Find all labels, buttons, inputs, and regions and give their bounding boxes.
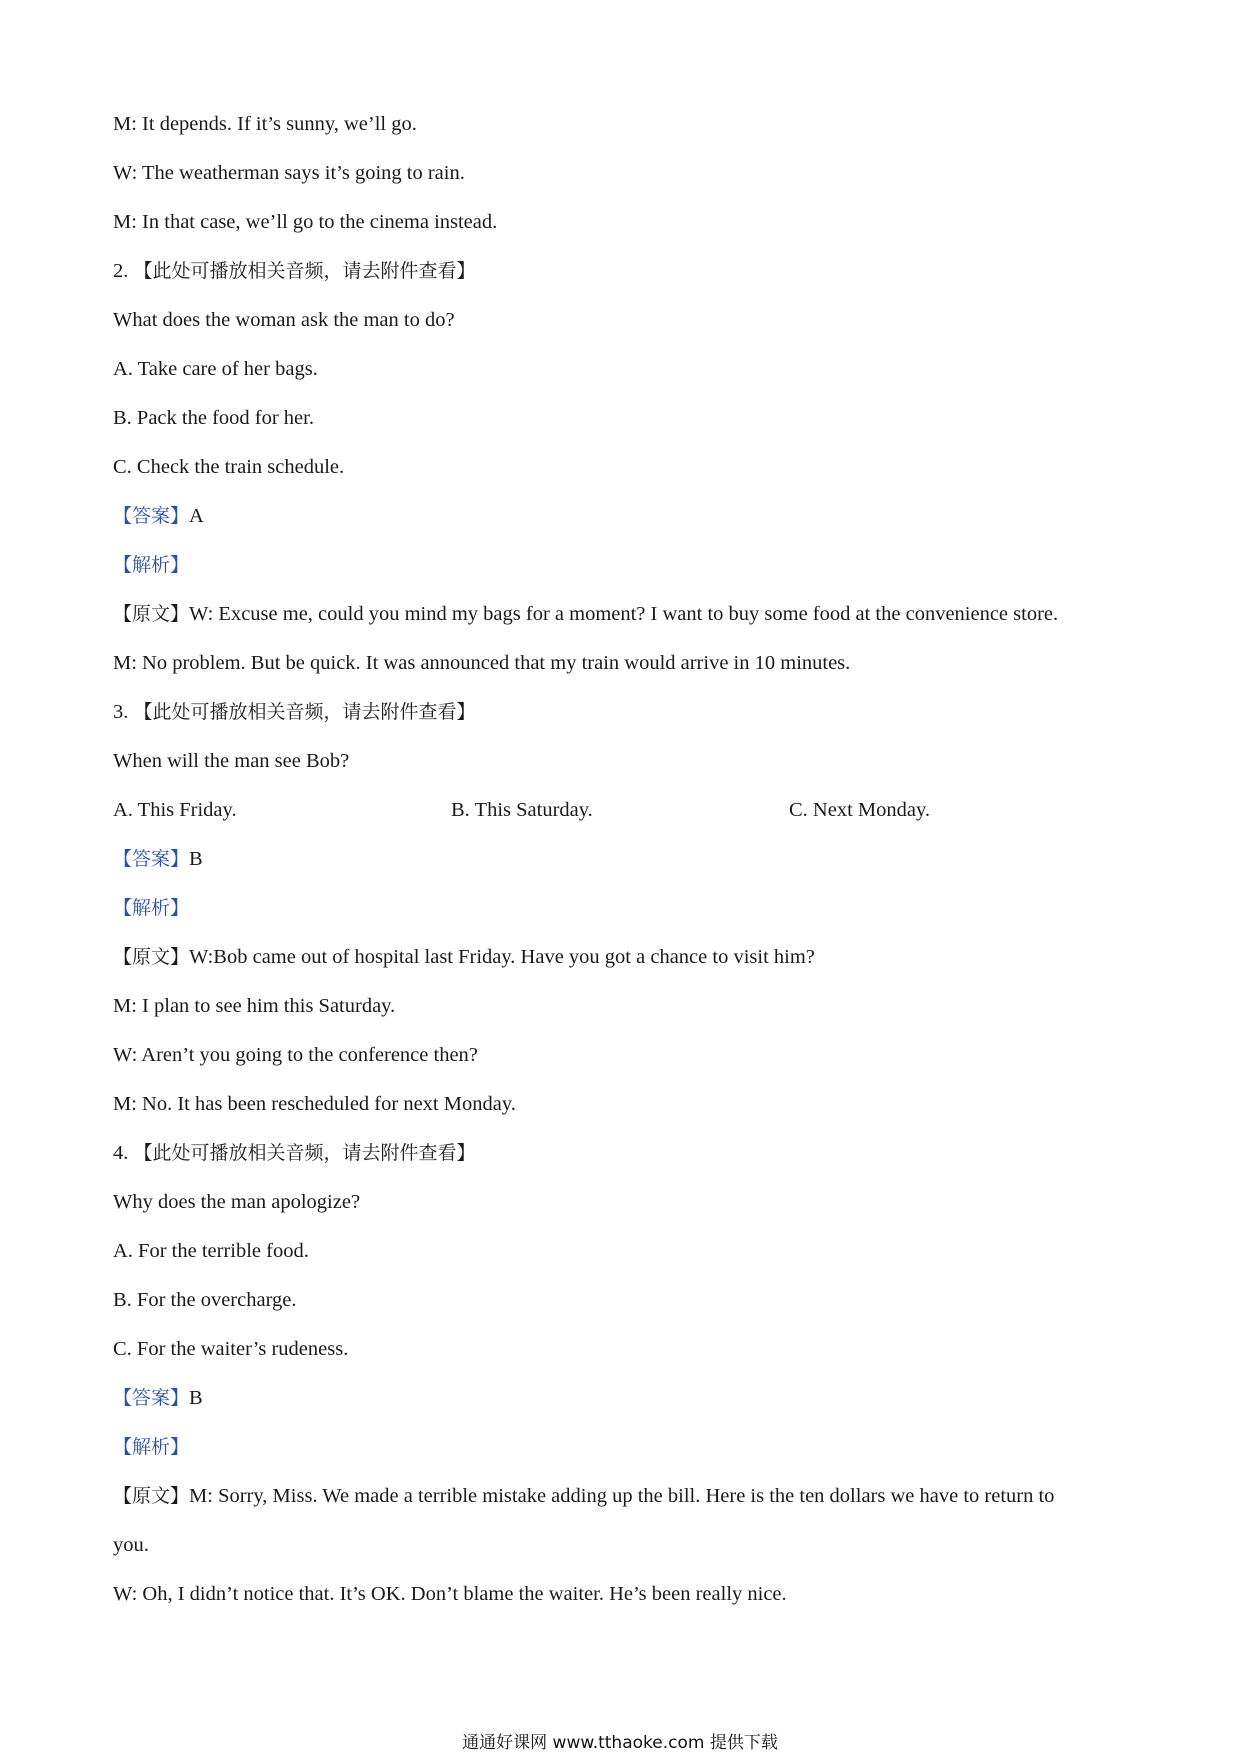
option-a: A. This Friday.	[113, 799, 237, 821]
answer-line	[113, 492, 1133, 541]
transcript-text: M: Sorry, Miss. We made a terrible mistake adding up the bill. Here is the ten dollars we have to return to	[189, 1485, 1055, 1507]
option-b: B. Pack the food for her.	[113, 407, 314, 429]
answer-tag: 【答案】	[113, 1387, 190, 1409]
options-row	[113, 786, 1133, 835]
audio-note[interactable]: 【此处可播放相关音频，请去附件查看】	[133, 260, 476, 282]
option-c: C. Next Monday.	[789, 799, 931, 821]
option-a: A. For the terrible food.	[113, 1240, 309, 1262]
dialogue-line: M: In that case, we’ll go to the cinema instead.	[113, 211, 498, 233]
question-3-text: When will the man see Bob?	[113, 750, 350, 772]
transcript-line: M: No problem. But be quick. It was announced that my train would arrive in 10 minutes.	[113, 652, 851, 674]
question-3-audio	[113, 688, 1133, 737]
original-tag: 【原文】	[113, 603, 190, 625]
question-2-text: What does the woman ask the man to do?	[113, 309, 455, 331]
dialogue-line: M: It depends. If it’s sunny, we’ll go.	[113, 113, 417, 135]
question-number: 3.	[113, 701, 129, 723]
answer-value: B	[189, 848, 203, 870]
transcript-line	[113, 1472, 1133, 1521]
original-tag: 【原文】	[113, 946, 190, 968]
transcript-line: W: Oh, I didn’t notice that. It’s OK. Don’t blame the waiter. He’s been really nice.	[113, 1583, 787, 1605]
transcript-line: you.	[113, 1534, 149, 1556]
answer-line	[113, 1374, 1133, 1423]
option-b: B. For the overcharge.	[113, 1289, 297, 1311]
answer-value: B	[189, 1387, 203, 1409]
transcript-line: M: I plan to see him this Saturday.	[113, 995, 396, 1017]
option-a: A. Take care of her bags.	[113, 358, 318, 380]
audio-note[interactable]: 【此处可播放相关音频，请去附件查看】	[133, 1142, 476, 1164]
transcript-text: W: Excuse me, could you mind my bags for a moment? I want to buy some food at the convenience store.	[189, 603, 1059, 625]
transcript-line: M: No. It has been rescheduled for next Monday.	[113, 1093, 516, 1115]
question-2-audio	[113, 247, 1133, 296]
option-c: C. For the waiter’s rudeness.	[113, 1338, 349, 1360]
question-number: 2.	[113, 260, 129, 282]
question-4-audio	[113, 1129, 1133, 1178]
option-b: B. This Saturday.	[451, 799, 593, 821]
transcript-line	[113, 590, 1133, 639]
original-tag: 【原文】	[113, 1485, 190, 1507]
page-footer[interactable]: 通通好课网 www.tthaoke.com 提供下载	[462, 1733, 778, 1753]
audio-note[interactable]: 【此处可播放相关音频，请去附件查看】	[133, 701, 476, 723]
answer-tag: 【答案】	[113, 505, 190, 527]
analysis-line	[113, 884, 1133, 933]
answer-value: A	[189, 505, 204, 527]
analysis-line	[113, 541, 1133, 590]
dialogue-line: W: The weatherman says it’s going to rain.	[113, 162, 465, 184]
option-c: C. Check the train schedule.	[113, 456, 345, 478]
analysis-tag: 【解析】	[113, 554, 190, 576]
analysis-line	[113, 1423, 1133, 1472]
question-4-text: Why does the man apologize?	[113, 1191, 361, 1213]
analysis-tag: 【解析】	[113, 1436, 190, 1458]
answer-line	[113, 835, 1133, 884]
transcript-line	[113, 933, 1133, 982]
answer-tag: 【答案】	[113, 848, 190, 870]
transcript-line: W: Aren’t you going to the conference then?	[113, 1044, 478, 1066]
analysis-tag: 【解析】	[113, 897, 190, 919]
transcript-text: W:Bob came out of hospital last Friday. Have you got a chance to visit him?	[189, 946, 815, 968]
question-number: 4.	[113, 1142, 129, 1164]
document-page	[113, 100, 1133, 1619]
